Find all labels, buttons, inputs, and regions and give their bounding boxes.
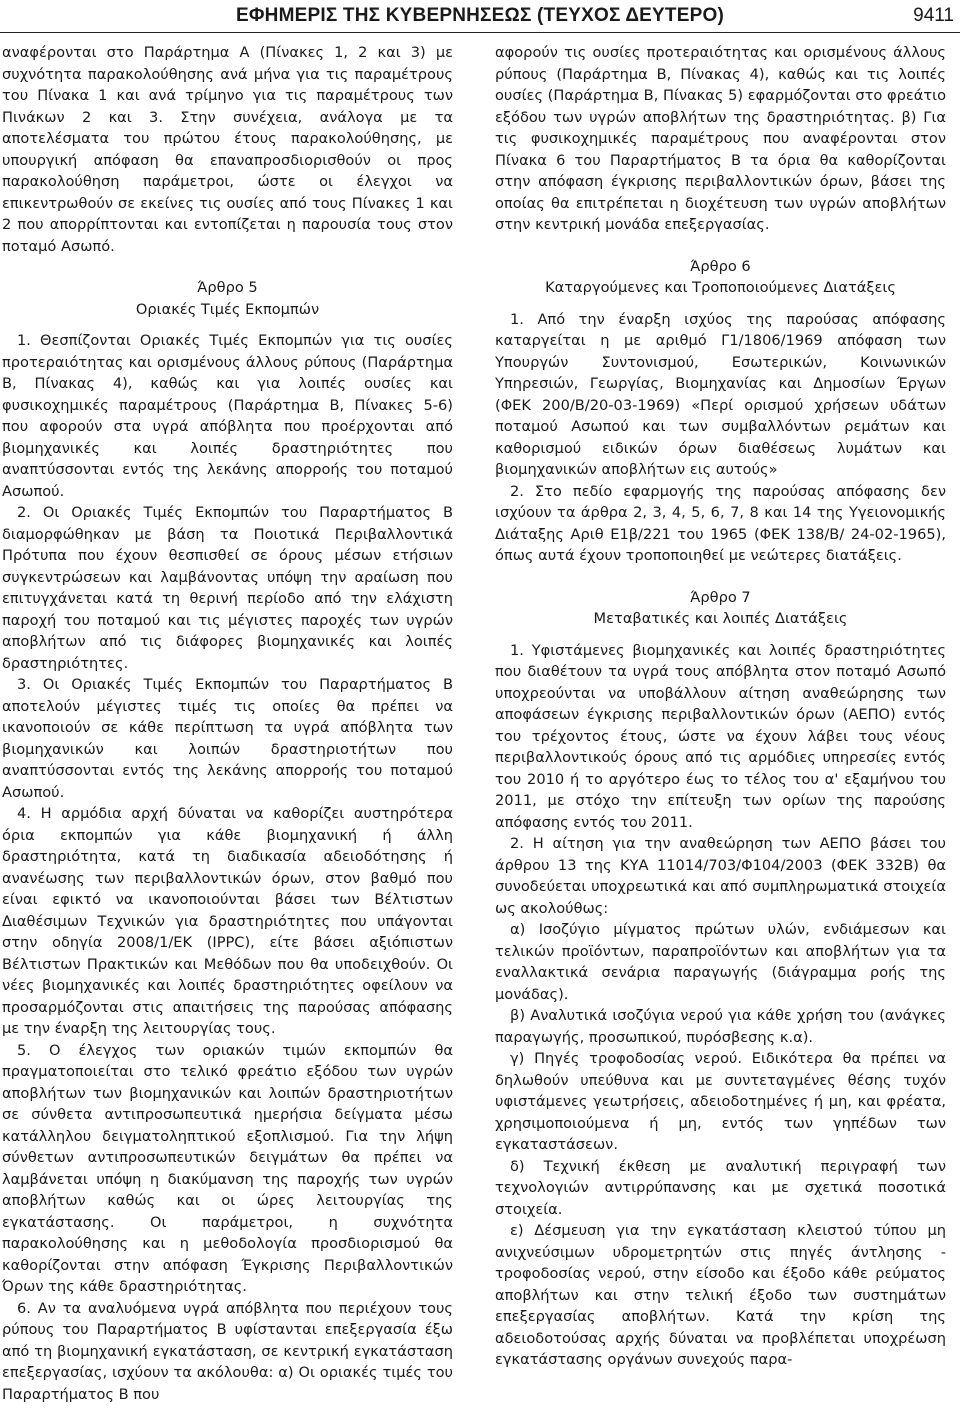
list-item: β) Αναλυτικά ισοζύγια νερού για κάθε χρήση του (ανάγκες παραγωγής, προσωπικού, πυρόσβεσης κ.α). bbox=[495, 1007, 946, 1046]
list-item: δ) Τεχνική έκθεση με αναλυτική περιγραφή των τεχνολογιών αντιρρύπανσης και με σχετικά ποσοτικά στοιχεία. bbox=[495, 1157, 946, 1218]
paragraph: 5. Ο έλεγχος των οριακών τιμών εκπομπών θα πραγματοποιείται στο τελικό φρεάτιο εξόδου των υγρών αποβλήτων των βιομηχανικών και λοιπών δραστηριοτήτων σε σύνθετα αντιπροσωπευτικά ημερήσια δείγματα μέσω κατάλληλου δειγματοληπτικού εξοπλισμού. Για την λήψη σύνθετων αντιπροσωπευτικών δειγμάτων θα πρέπει να λαμβάνεται υπόψη η διακύμανση της παροχής των υγρών αποβλήτων καθώς και οι ώρες λειτουργίας της εγκατάστασης. Οι παράμετροι, η συχνότητα παρακολούθησης και η μεθοδολογία προσδιορισμού θα καθορίζονται στην απόφαση Έγκρισης Περιβαλλοντικών Όρων της κάθε δραστηριότητας. bbox=[2, 1041, 453, 1295]
gazette-title: ΕΦΗΜΕΡΙΣ ΤΗΣ ΚΥΒΕΡΝΗΣΕΩΣ (ΤΕΥΧΟΣ ΔΕΥΤΕΡΟ) bbox=[236, 5, 724, 26]
article-6-number: Άρθρο 6 bbox=[690, 257, 751, 275]
paragraph: 2. Η αίτηση για την αναθεώρηση των ΑΕΠΟ βάσει του άρθρου 13 της ΚΥΑ 11014/703/Φ104/2003 (ΦΕΚ 332Β) θα συνοδεύεται υποχρεωτικά και από συμπληρωματικά στοιχεία ως ακολούθως: bbox=[495, 835, 946, 917]
list-item: ε) Δέσμευση για την εγκατάσταση κλειστού τύπου μη ανιχνεύσιμων υδρομετρητών στις πηγές άντλησης - τροφοδοσίας νερού, στην είσοδο και έξοδο κάθε ρεύματος αποβλήτων και στην τελική έξοδο των συστημάτων επεξεργασίας αποβλήτων. Κατά την κρίση της αδειοδοτούσας αρχής δύναται να προβλέπεται υποχρέωση εγκατάστασης οργάνων συνεχούς παρα- bbox=[495, 1222, 946, 1368]
paragraph: αναφέρονται στο Παράρτημα Α (Πίνακες 1, 2 και 3) με συχνότητα παρακολούθησης ανά μήνα για τις παραμέτρους του Πίνακα 1 και ανά τρίμηνο για τις παραμέτρους των Πινάκων 2 και 3. Στην συνέχεια, ανάλογα με τα αποτελέσματα του πρώτου έτους παρακολούθησης, με υπουργική απόφαση θα επαναπροσδιορισθούν οι προς παρακολούθηση παράμετροι, ώστε οι έλεγχοι να επικεντρωθούν σε εκείνες τις ουσίες από τους Πίνακες 1 και 2 που απορρίπτονται και εντοπίζεται η παρουσία τους στον ποταμό Ασωπό. bbox=[2, 44, 453, 255]
right-column bbox=[495, 42, 946, 1371]
paragraph: 4. Η αρμόδια αρχή δύναται να καθορίζει αυστηρότερα όρια εκπομπών για κάθε βιομηχανική ή άλλη δραστηριότητα, κατά τη διαδικασία αδειοδότησης ή ανανέωσης των περιβαλλοντικών όρων, στον βαθμό που είναι εφικτό να ικανοποιούνται βάσει των Βέλτιστων Διαθέσιμων Τεχνικών για δραστηριότητες που υπάγονται στην οδηγία 2008/1/ΕΚ (IPPC), είτε βάσει αξιόπιστων Βέλτιστων Πρακτικών και Μεθόδων που θα υποδειχθούν. Οι νέες βιομηχανικές και λοιπές δραστηριότητες οφείλουν να προσαρμόζονται στις απαιτήσεις της παρούσας απόφασης με την έναρξη της λειτουργίας τους. bbox=[2, 805, 453, 1037]
paragraph: 3. Οι Οριακές Τιμές Εκπομπών του Παραρτήματος Β αποτελούν μέγιστες τιμές τις οποίες θα πρέπει να ικανοποιούν σε κάθε περίπτωση τα υγρά απόβλητα των βιομηχανικών και λοιπών δραστηριοτήτων που αναπτύσσονται εντός της λεκάνης απορροής του ποταμού Ασωπού. bbox=[2, 676, 453, 801]
paragraph: 1. Θεσπίζονται Οριακές Τιμές Εκπομπών για τις ουσίες προτεραιότητας και ορισμένους άλλους ρύπους (Παράρτημα Β, Πίνακας 4), καθώς και για λοιπές ουσίες και φυσικοχημικές παραμέτρους (Παράρτημα Β, Πίνακες 5-6) που αφορούν στα υγρά απόβλητα που προέρχονται από βιομηχανικές και λοιπές δραστηριότητες που αναπτύσσονται εντός της λεκάνης απορροής του ποταμού Ασωπού. bbox=[2, 332, 453, 500]
left-column bbox=[2, 42, 453, 1405]
paragraph: 1. Υφιστάμενες βιομηχανικές και λοιπές δραστηριότητες που διαθέτουν τα υγρά τους απόβλητα στον ποταμό Ασωπό υποχρεούνται να υποβάλλουν αίτηση αναθεώρησης των αποφάσεων έγκρισης περιβαλλοντικών όρων (ΑΕΠΟ) εντός του τρέχοντος έτους, ώστε να έχουν λάβει τους νέους περιβαλλοντικούς όρους από τις αρμόδιες υπηρεσίες εντός του 2010 ή το αργότερο έως το τέλος του α' εξαμήνου του 2011, με στόχο την επίτευξη των ορίων της παρούσης απόφασης εντός του 2011. bbox=[495, 641, 946, 831]
paragraph: 2. Οι Οριακές Τιμές Εκπομπών του Παραρτήματος Β διαμορφώθηκαν με βάση τα Ποιοτικά Περιβαλλοντικά Πρότυπα που έχουν θεσπισθεί σε όρους μέσων ετήσιων συγκεντρώσεων και λαμβάνοντας υπόψη την αραίωση που επιτυγχάνεται κατά τη θερινή περίοδο από την ελάχιστη παροχή του ποταμού και τις μέγιστες παροχές των υγρών αποβλήτων από τις διάφορες βιομηχανικές και λοιπές δραστηριότητες. bbox=[2, 504, 453, 672]
page-header bbox=[0, 0, 960, 33]
page-number: 9411 bbox=[913, 5, 954, 26]
article-5-number: Άρθρο 5 bbox=[197, 279, 258, 296]
paragraph: 6. Αν τα αναλυόμενα υγρά απόβλητα που περιέχουν τους ρύπους του Παραρτήματος Β υφίστανται επεξεργασία έξω από τη βιομηχανική εγκατάσταση, σε κεντρική εγκατάσταση επεξεργασίας, ισχύουν τα ακόλουθα: α) Οι οριακές τιμές του Παραρτήματος Β που bbox=[2, 1299, 453, 1403]
article-5-title: Οριακές Τιμές Εκπομπών bbox=[135, 300, 320, 318]
paragraph: αφορούν τις ουσίες προτεραιότητας και ορισμένους άλλους ρύπους (Παράρτημα Β, Πίνακας 4), καθώς και τις λοιπές ουσίες (Παράρτημα Β, Πίνακας 5) εφαρμόζονται στο φρεάτιο εξόδου των υγρών αποβλήτων της δραστηριότητας. β) Για τις φυσικοχημικές παραμέτρους που αναφέρονται στον Πίνακα 6 του Παραρτήματος Β τα όρια θα καθορίζονται στην απόφαση έγκρισης περιβαλλοντικών όρων, βάσει της οποίας θα επιτρέπεται η διοχέτευση των υγρών αποβλήτων στην κεντρική μονάδα επεξεργασίας. bbox=[495, 44, 946, 233]
paragraph: 1. Από την έναρξη ισχύος της παρούσας απόφασης καταργείται η με αριθμό Γ1/1806/1969 απόφαση των Υπουργών Συντονισμού, Εσωτερικών, Κοινωνικών Υπηρεσιών, Γεωργίας, Βιομηχανίας και Δημοσίων Έργων (ΦΕΚ 200/Β/20-03-1969) «Περί ορισμού χρήσεων υδάτων ποταμού Ασωπού και των συμβαλλόντων ρεμάτων και καθορισμού ειδικών όρων διαθέσεως λυμάτων και βιομηχανικών αποβλήτων εις αυτούς» bbox=[495, 310, 946, 478]
article-7-number: Άρθρο 7 bbox=[690, 588, 751, 606]
paragraph: 2. Στο πεδίο εφαρμογής της παρούσας απόφασης δεν ισχύουν τα άρθρα 2, 3, 4, 5, 6, 7, 8 και 14 της Υγειονομικής Διάταξης Αριθ Ε1β/221 του 1965 (ΦΕΚ 138/Β/ 24-02-1965), όπως αυτά έχουν τροποποιηθεί με νεώτερες διατάξεις. bbox=[495, 482, 946, 564]
list-item: γ) Πηγές τροφοδοσίας νερού. Ειδικότερα θα πρέπει να δηλωθούν υπεύθυνα και με συντεταγμένες θέσης τυχόν υφιστάμενες γεωτρήσεις, αδειοδοτημένες ή μη, και φρέατα, χρησιμοποιούμενα ή μη, εντός των γηπέδων των εγκαταστάσεων. bbox=[495, 1050, 946, 1153]
list-item: α) Ισοζύγιο μίγματος πρώτων υλών, ενδιάμεσων και τελικών προϊόντων, παραπροϊόντων και αποβλήτων για τα εναλλακτικά σενάρια παραγωγής (διάγραμμα ροής της μονάδας). bbox=[495, 921, 946, 1003]
article-7-title: Μεταβατικές και λοιπές Διατάξεις bbox=[593, 610, 848, 627]
article-6-title: Καταργούμενες και Τροποποιούμενες Διατάξεις bbox=[545, 279, 896, 296]
